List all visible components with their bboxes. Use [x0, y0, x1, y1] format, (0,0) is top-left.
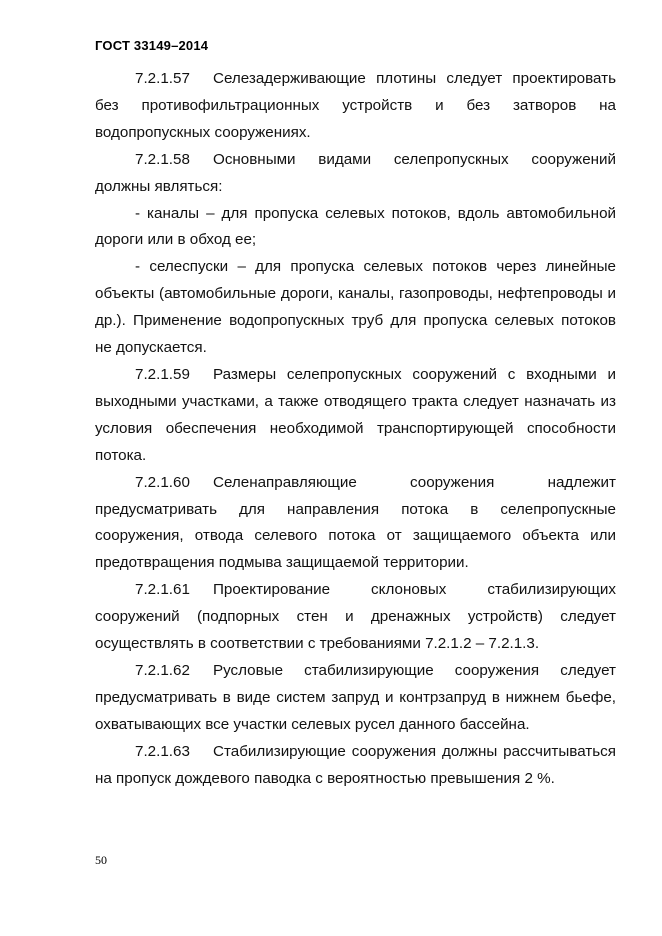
- paragraph-7-2-1-63: [95, 739, 616, 793]
- paragraph-text: Проектирование склоновых стабилизирующих сооружений (подпорных стен и дренажных устройств) следует осуществлять в соответствии с требованиями 7.2.1.2 – 7.2.1.3.: [95, 581, 616, 653]
- clause-number: 7.2.1.62: [135, 661, 190, 679]
- clause-number: 7.2.1.61: [135, 581, 190, 599]
- list-item-text: - каналы – для пропуска селевых потоков, вдоль автомобильной дороги или в обход ее;: [95, 204, 616, 249]
- paragraph-7-2-1-59: [95, 362, 616, 470]
- paragraph-text: Русловые стабилизирующие сооружения следует предусматривать в виде систем запруд и контрзапруд в нижнем бьефе, охватывающих все участки селевых русел данного бассейна.: [95, 661, 616, 733]
- clause-number: 7.2.1.58: [135, 150, 190, 168]
- clause-number: 7.2.1.63: [135, 742, 190, 760]
- clause-number: 7.2.1.57: [135, 70, 190, 87]
- paragraph-text: Основными видами селепропускных сооружений должны являться:: [95, 150, 616, 195]
- paragraph-text: Селенаправляющие сооружения надлежит предусматривать для направления потока в селепропускные сооружения, отвода селевого потока от защищаемого объекта или предотвращения подмыва защищаемой территории.: [95, 473, 616, 572]
- list-item-text: - селеспуски – для пропуска селевых потоков через линейные объекты (автомобильные дороги, каналы, газопроводы, нефтепроводы и др.). Применение водопропускных труб для пропуска селевых потоков не допускается.: [95, 258, 616, 357]
- paragraph-7-2-1-60: [95, 470, 616, 578]
- paragraph-7-2-1-62: [95, 658, 616, 739]
- paragraph-7-2-1-61: [95, 577, 616, 658]
- clause-number: 7.2.1.59: [135, 365, 190, 383]
- paragraph-7-2-1-57: [95, 66, 616, 147]
- clause-number: 7.2.1.60: [135, 473, 190, 491]
- list-item-channels: [95, 201, 616, 255]
- paragraph-text: Стабилизирующие сооружения должны рассчитываться на пропуск дождевого паводка с вероятностью превышения 2 %.: [95, 742, 616, 787]
- paragraph-text: Селезадерживающие плотины следует проектировать без противофильтрационных устройств и без затворов на водопропускных сооружениях.: [95, 70, 616, 141]
- document-body: [95, 66, 616, 792]
- paragraph-7-2-1-58: [95, 147, 616, 201]
- page-number: 50: [95, 853, 107, 867]
- document-header: ГОСТ 33149–2014: [95, 38, 209, 53]
- list-item-chutes: [95, 254, 616, 362]
- paragraph-text: Размеры селепропускных сооружений с входными и выходными участками, а также отводящего тракта следует назначать из условия обеспечения необходимой транспортирующей способности потока.: [95, 365, 616, 464]
